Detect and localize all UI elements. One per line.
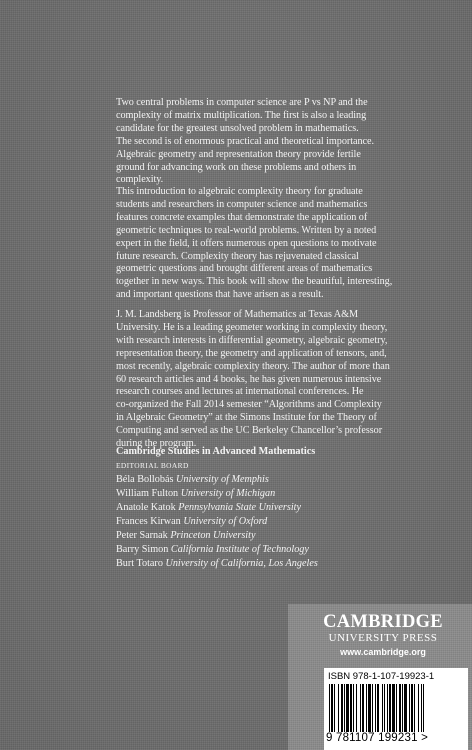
barcode-bar — [387, 684, 388, 732]
barcode-bar — [404, 684, 407, 732]
text-line: research courses and lectures at international conferences. He — [116, 386, 364, 398]
publisher-url: www.cambridge.org — [340, 647, 426, 657]
barcode-bar — [329, 684, 330, 732]
barcode-digits: 9 781107 199231 > — [326, 732, 428, 744]
barcode-bar — [389, 684, 391, 732]
text-line: Computing and served as the UC Berkeley Chancellor’s professor — [116, 425, 383, 437]
text-line: ground for advancing work on these problems and others in — [116, 161, 357, 173]
barcode-bar — [418, 684, 419, 732]
text-line: complexity of matrix multiplication. The first is also a leading — [116, 109, 367, 121]
barcode-bar — [409, 684, 410, 732]
barcode-bar — [362, 684, 364, 732]
text-line: The second is of enormous practical and theoretical importance. — [116, 135, 374, 147]
barcode-bar — [368, 684, 371, 732]
barcode-bar — [384, 684, 385, 732]
barcode-bar — [356, 684, 357, 732]
editor-entry — [116, 473, 416, 487]
editor-name: Burt Totaro — [116, 558, 163, 569]
editor-affiliation: University of Memphis — [176, 474, 269, 485]
editor-entry — [116, 543, 416, 557]
barcode-bar — [377, 684, 379, 732]
text-line: in Algebraic Geometry” at the Simons Institute for the Theory of — [116, 412, 377, 424]
text-line: most recently, algebraic complexity theory. The author of more than — [116, 360, 390, 372]
description-paragraph-1 — [116, 97, 416, 187]
text-line: future research. Complexity theory has rejuvenated classical — [116, 250, 359, 262]
barcode-bar — [346, 684, 349, 732]
barcode-bar — [414, 684, 415, 732]
barcode-bar — [396, 684, 397, 732]
isbn-barcode-box — [324, 668, 468, 750]
editor-entry — [116, 515, 416, 529]
text-line: complexity. — [116, 174, 164, 186]
barcode-bar — [366, 684, 367, 732]
barcode-bar — [421, 684, 422, 732]
editor-name: William Fulton — [116, 488, 179, 499]
editorial-board-label: EDITORIAL BOARD — [116, 461, 189, 470]
text-line: geometric questions and brought different areas of mathematics — [116, 263, 373, 275]
barcode-bar — [423, 684, 424, 732]
text-line: students and researchers in computer science and mathematics — [116, 198, 368, 210]
author-bio — [116, 309, 416, 451]
text-line: together in new ways. This book will show the beautiful, interesting, — [116, 276, 393, 288]
editor-name: Peter Sarnak — [116, 530, 168, 541]
editor-name: Barry Simon — [116, 544, 169, 555]
barcode-bar — [350, 684, 352, 732]
isbn-label: ISBN 978-1-107-19923-1 — [328, 671, 435, 682]
editor-affiliation: California Institute of Technology — [170, 544, 309, 555]
text-line: Two central problems in computer science are P vs NP and the — [116, 97, 368, 108]
text-line: This introduction to algebraic complexity theory for graduate — [116, 186, 363, 197]
barcode-bar — [341, 684, 343, 732]
series-title: Cambridge Studies in Advanced Mathematics — [116, 446, 316, 457]
text-line: features concrete examples that demonstrate the application of — [116, 211, 368, 223]
barcode-bar — [334, 684, 335, 732]
barcode-bar — [375, 684, 376, 732]
barcode-bar — [344, 684, 345, 732]
text-line: University. He is a leading geometer working in complexity theory, — [116, 321, 388, 333]
text-line: during the program. — [116, 438, 197, 450]
text-line: and important questions that have arisen as a result. — [116, 289, 324, 301]
publisher-panel — [288, 604, 472, 750]
text-line: with research interests in differential geometry, algebraic geometry, — [116, 334, 388, 346]
barcode-bar — [399, 684, 401, 732]
editor-name: Béla Bollobás — [116, 474, 174, 485]
barcode-icon — [327, 684, 463, 732]
barcode-bar — [411, 684, 413, 732]
text-line: candidate for the greatest unsolved problem in mathematics. — [116, 122, 359, 134]
series-block — [116, 445, 416, 571]
editor-affiliation: University of Michigan — [180, 488, 276, 499]
publisher-logo-text: CAMBRIDGE — [323, 612, 443, 632]
editor-entry — [116, 501, 416, 515]
editor-affiliation: University of Oxford — [183, 516, 268, 527]
text-line: co-organized the Fall 2014 semester “Algorithms and Complexity — [116, 399, 382, 411]
barcode-bar — [382, 684, 383, 732]
editor-affiliation: University of California, Los Angeles — [165, 558, 318, 569]
editor-entry — [116, 529, 416, 543]
barcode-bar — [372, 684, 373, 732]
text-line: geometric techniques to real-world problems. Written by a noted — [116, 224, 377, 236]
description-paragraph-2 — [116, 186, 416, 302]
barcode-bar — [402, 684, 403, 732]
text-line: expert in the field, it offers numerous open questions to motivate — [116, 237, 377, 249]
barcode-bar — [331, 684, 333, 732]
text-line: Algebraic geometry and representation theory provide fertile — [116, 148, 361, 160]
editor-name: Anatole Katok — [116, 502, 176, 513]
editor-entry — [116, 557, 416, 571]
editor-name: Frances Kirwan — [116, 516, 181, 527]
barcode-bar — [392, 684, 395, 732]
editor-affiliation: Pennsylvania State University — [178, 502, 302, 513]
publisher-subname: UNIVERSITY PRESS — [328, 632, 438, 644]
editor-affiliation: Princeton University — [170, 530, 256, 541]
barcode-bar — [338, 684, 339, 732]
text-line: J. M. Landsberg is Professor of Mathematics at Texas A&M — [116, 309, 358, 320]
text-line: representation theory, the geometry and application of tensors, and, — [116, 347, 387, 359]
text-line: 60 research articles and 4 books, he has given numerous intensive — [116, 373, 382, 385]
barcode-bar — [353, 684, 354, 732]
editor-entry — [116, 487, 416, 501]
barcode-bar — [360, 684, 361, 732]
